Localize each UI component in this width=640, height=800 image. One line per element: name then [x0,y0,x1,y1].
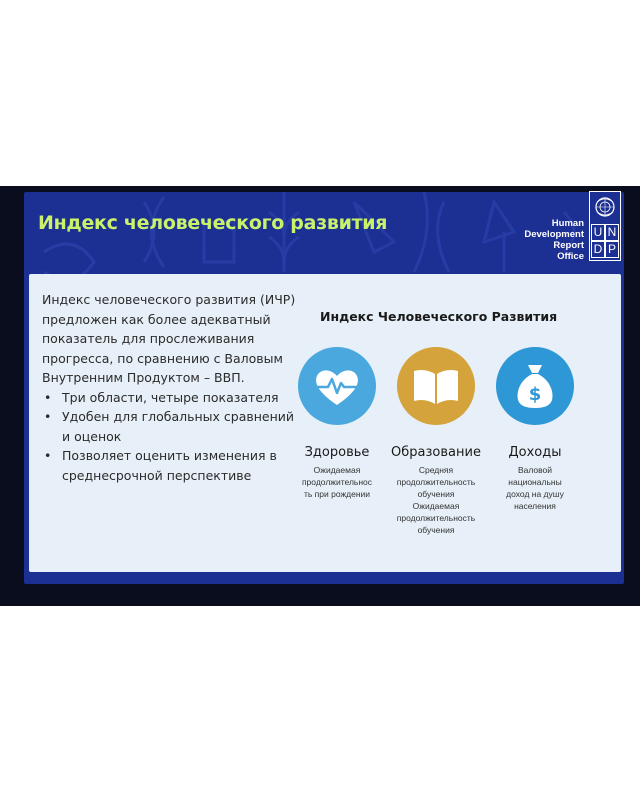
indicator-line: продолжительнос [301,477,373,487]
open-book-icon [397,347,475,425]
hdro-line: Human [551,218,584,229]
undp-letter: D [591,241,605,258]
undp-letter: U [591,224,605,241]
bullet-item: • Удобен для глобальных сравнений и оценок [42,407,302,446]
bullet-item: • Позволяет оценить изменения в среднесрочной перспективе [42,446,302,485]
money-bag-icon [496,347,574,425]
dimension-name-education: Образование [391,445,481,460]
undp-logo [589,191,621,261]
indicator-line: Ожидаемая [313,465,361,475]
dimension-name-income: Доходы [508,445,562,460]
indicator-line: обучения [417,525,455,535]
indicator-line: продолжительность [396,513,476,523]
indicator-line: Средняя [418,465,454,475]
undp-letter: N [605,224,619,241]
income-circle [496,347,574,425]
heart-pulse-icon [298,347,376,425]
intro-paragraph: Индекс человеческого развития (ИЧР) предложен как более адекватный показатель для прослеживания прогресса, по сравнению с Валовым Внутренним Продуктом – ВВП. [42,292,296,385]
education-circle [397,347,475,425]
dimension-desc-health [286,464,388,500]
dimension-desc-education [383,464,489,536]
dimension-desc-income [488,464,582,512]
hdro-line: Development [524,229,584,240]
un-emblem-icon [594,196,616,218]
bullet-item: • Три области, четыре показателя [42,388,302,408]
indicator-line: ть при рождении [303,489,371,499]
infographic-title: Индекс Человеческого Развития [320,309,558,324]
indicator-line: доход на душу [506,489,564,499]
indicator-line: продолжительность [396,477,476,487]
dimension-name-health: Здоровье [304,445,370,460]
hdro-label [524,218,584,262]
health-circle [298,347,376,425]
slide-title: Индекс человеческого развития [38,212,388,234]
intro-block [42,290,302,485]
svg-text:$: $ [528,384,542,405]
indicator-line: Валовой [517,465,553,475]
bullet-list [42,388,302,486]
hdro-line: Office [557,251,584,262]
indicator-line: Ожидаемая [412,501,460,511]
indicator-line: обучения [417,489,455,499]
undp-letter: P [605,241,619,258]
indicator-line: населения [514,501,556,511]
hdro-line: Report [553,240,584,251]
indicator-line: национальны [508,477,562,487]
